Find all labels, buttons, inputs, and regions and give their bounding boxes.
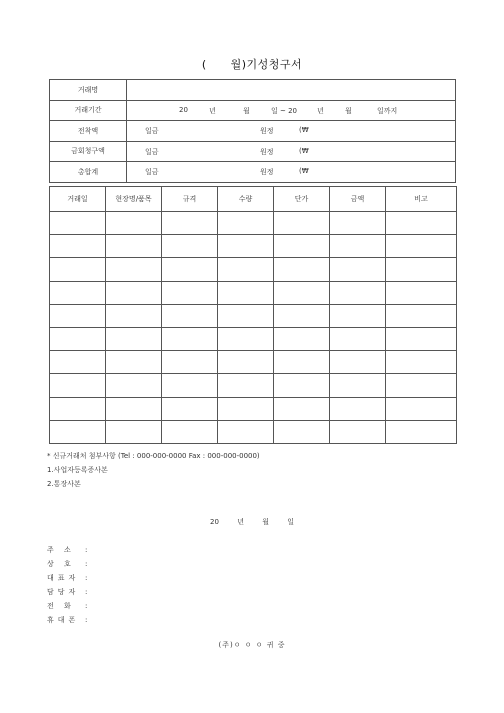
table-row <box>50 351 457 374</box>
table-cell[interactable] <box>330 327 386 350</box>
table-cell[interactable] <box>50 304 106 327</box>
table-cell[interactable] <box>106 397 162 420</box>
label-grand-total: 총합계 <box>50 162 127 183</box>
table-cell[interactable] <box>218 351 274 374</box>
issue-date <box>0 517 504 527</box>
period-day-to: 일 ~ 20 <box>271 106 297 115</box>
note-attachments: * 신규거래처 첨부사항 (Tel : 000-000-0000 Fax : 000-000-0000) <box>47 452 260 460</box>
ceo-label: 대표자 <box>47 574 80 582</box>
table-cell[interactable] <box>330 212 386 235</box>
table-cell[interactable] <box>386 212 457 235</box>
table-cell[interactable] <box>386 397 457 420</box>
table-cell[interactable] <box>162 258 218 281</box>
period-day-until: 일까지 <box>377 106 398 115</box>
items-body <box>50 212 457 444</box>
manager-line <box>47 587 87 597</box>
table-cell[interactable] <box>218 258 274 281</box>
period-year-label-2: 년 <box>317 106 324 115</box>
table-cell[interactable] <box>162 281 218 304</box>
value-transaction-name[interactable] <box>127 80 456 101</box>
table-cell[interactable] <box>274 258 330 281</box>
previous-amount-won: 원정 <box>260 127 274 136</box>
table-cell[interactable] <box>274 351 330 374</box>
table-cell[interactable] <box>274 304 330 327</box>
address-label: 주 소 <box>47 546 75 554</box>
period-year-label-1: 년 <box>209 106 216 115</box>
items-header-row <box>50 187 457 212</box>
current-claim-prefix: 일금 <box>145 147 159 156</box>
table-cell[interactable] <box>330 420 386 443</box>
label-current-claim: 금회청구액 <box>50 141 127 162</box>
info-row-previous <box>50 121 456 142</box>
table-row <box>50 258 457 281</box>
grand-total-currency: (₩ <box>299 167 309 176</box>
table-cell[interactable] <box>50 397 106 420</box>
mobile-label: 휴대폰 <box>47 616 80 624</box>
table-cell[interactable] <box>162 420 218 443</box>
ceo-line <box>47 573 87 583</box>
table-cell[interactable] <box>218 374 274 397</box>
table-cell[interactable] <box>274 281 330 304</box>
value-transaction-period[interactable] <box>127 100 456 121</box>
info-row-total <box>50 162 456 183</box>
address-line <box>47 545 87 555</box>
table-cell[interactable] <box>50 420 106 443</box>
table-cell[interactable] <box>218 304 274 327</box>
note-business-registration: 1.사업자등록증사본 <box>47 466 108 474</box>
previous-amount-currency: (₩ <box>299 126 309 135</box>
table-cell[interactable] <box>106 420 162 443</box>
table-cell[interactable] <box>330 351 386 374</box>
phone-label: 전 화 <box>47 602 75 610</box>
label-previous-amount: 전착액 <box>50 121 127 142</box>
header-date: 거래일 <box>50 187 106 212</box>
ceo-sep: : <box>85 574 88 582</box>
table-cell[interactable] <box>106 281 162 304</box>
table-cell[interactable] <box>386 304 457 327</box>
table-cell[interactable] <box>330 397 386 420</box>
table-cell[interactable] <box>274 420 330 443</box>
previous-amount-prefix: 일금 <box>145 127 159 136</box>
title-text: 월)기성청구서 <box>230 58 303 71</box>
value-grand-total[interactable] <box>127 162 456 183</box>
table-cell[interactable] <box>162 212 218 235</box>
current-claim-currency: (₩ <box>299 146 309 155</box>
table-cell[interactable] <box>50 351 106 374</box>
table-row <box>50 374 457 397</box>
table-cell[interactable] <box>50 235 106 258</box>
manager-label: 담당자 <box>47 588 80 596</box>
table-cell[interactable] <box>274 235 330 258</box>
header-remarks: 비고 <box>386 187 457 212</box>
billing-info-table <box>49 79 456 183</box>
table-cell[interactable] <box>50 212 106 235</box>
table-cell[interactable] <box>106 258 162 281</box>
grand-total-prefix: 일금 <box>145 168 159 177</box>
table-cell[interactable] <box>50 281 106 304</box>
table-row <box>50 212 457 235</box>
table-cell[interactable] <box>330 281 386 304</box>
table-cell[interactable] <box>162 327 218 350</box>
company-label: 상 호 <box>47 560 75 568</box>
table-cell[interactable] <box>386 235 457 258</box>
table-row <box>50 281 457 304</box>
company-sep: : <box>85 560 88 568</box>
table-cell[interactable] <box>162 374 218 397</box>
table-cell[interactable] <box>106 235 162 258</box>
phone-line <box>47 601 87 611</box>
title-open-paren: ( <box>201 58 207 71</box>
note-bankbook: 2.통장사본 <box>47 480 81 488</box>
header-quantity: 수량 <box>218 187 274 212</box>
table-cell[interactable] <box>162 235 218 258</box>
table-cell[interactable] <box>50 374 106 397</box>
header-unit-price: 단가 <box>274 187 330 212</box>
header-amount: 금액 <box>330 187 386 212</box>
table-cell[interactable] <box>274 327 330 350</box>
table-cell[interactable] <box>106 212 162 235</box>
table-cell[interactable] <box>106 327 162 350</box>
date-year: 20 <box>210 518 219 526</box>
current-claim-won: 원정 <box>260 147 274 156</box>
table-cell[interactable] <box>162 397 218 420</box>
table-row <box>50 420 457 443</box>
period-month-label-1: 월 <box>243 106 250 115</box>
table-cell[interactable] <box>50 258 106 281</box>
header-site-item: 현장명/품목 <box>106 187 162 212</box>
mobile-line <box>47 615 87 625</box>
table-cell[interactable] <box>218 212 274 235</box>
table-cell[interactable] <box>274 212 330 235</box>
table-cell[interactable] <box>386 258 457 281</box>
grand-total-won: 원정 <box>260 168 274 177</box>
period-year-start: 20 <box>179 105 188 114</box>
table-cell[interactable] <box>386 420 457 443</box>
table-cell[interactable] <box>218 420 274 443</box>
table-cell[interactable] <box>162 304 218 327</box>
info-row-current <box>50 141 456 162</box>
table-cell[interactable] <box>218 397 274 420</box>
table-cell[interactable] <box>386 374 457 397</box>
table-cell[interactable] <box>330 258 386 281</box>
manager-sep: : <box>85 588 88 596</box>
value-current-claim[interactable] <box>127 141 456 162</box>
label-transaction-name: 거래명 <box>50 80 127 101</box>
period-month-label-2: 월 <box>345 106 352 115</box>
table-cell[interactable] <box>50 327 106 350</box>
info-row-name <box>50 80 456 101</box>
table-cell[interactable] <box>106 351 162 374</box>
table-row <box>50 397 457 420</box>
table-cell[interactable] <box>218 235 274 258</box>
table-cell[interactable] <box>106 374 162 397</box>
table-cell[interactable] <box>274 397 330 420</box>
date-year-label: 년 <box>237 518 244 526</box>
table-cell[interactable] <box>386 327 457 350</box>
recipient-signature: (주)ㅇ ㅇ ㅇ 귀 중 <box>218 641 286 649</box>
table-cell[interactable] <box>386 351 457 374</box>
line-items-table <box>49 186 457 444</box>
table-cell[interactable] <box>162 351 218 374</box>
address-sep: : <box>85 546 88 554</box>
document-title <box>0 56 504 72</box>
info-row-period <box>50 100 456 121</box>
table-cell[interactable] <box>218 281 274 304</box>
table-cell[interactable] <box>218 327 274 350</box>
date-day-label: 일 <box>287 518 294 526</box>
table-cell[interactable] <box>330 235 386 258</box>
label-transaction-period: 거래기간 <box>50 100 127 121</box>
table-cell[interactable] <box>274 374 330 397</box>
table-cell[interactable] <box>386 281 457 304</box>
table-cell[interactable] <box>330 304 386 327</box>
table-row <box>50 327 457 350</box>
date-month-label: 월 <box>262 518 269 526</box>
table-row <box>50 304 457 327</box>
phone-sep: : <box>85 602 88 610</box>
table-row <box>50 235 457 258</box>
header-spec: 규격 <box>162 187 218 212</box>
value-previous-amount[interactable] <box>127 121 456 142</box>
table-cell[interactable] <box>330 374 386 397</box>
table-cell[interactable] <box>106 304 162 327</box>
company-line <box>47 559 87 569</box>
mobile-sep: : <box>85 616 88 624</box>
